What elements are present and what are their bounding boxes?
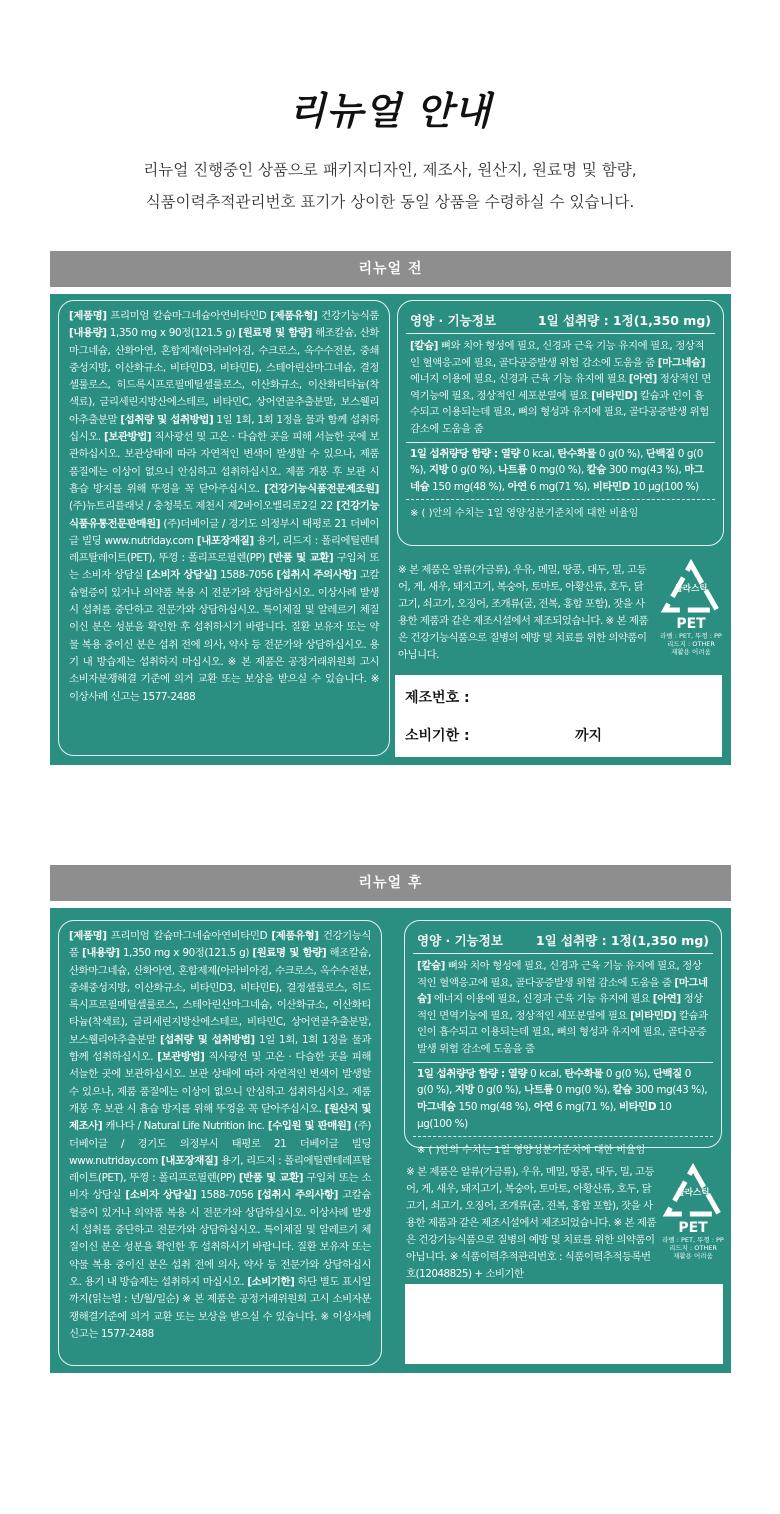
bold-label: [섭취량 및 섭취방법]: [120, 413, 214, 426]
segment-text: 6 mg(71 %),: [526, 481, 593, 494]
bold-label: [건강기능식품유통전문판매원]: [69, 500, 379, 530]
bold-label: [섭취량 및 섭취방법]: [159, 1033, 255, 1046]
segment-text: 해조칼슘, 산화마그네슘, 산화아연, 혼합제제(아라비아검, 수크로스, 옥수수전분, 중쇄중성지방, 이산화규소, 비타민D3, 비타민E), 결정셀룰로스, 히드록시프로필메틸셀룰로스, 스테아린산마그네슘, 이산화규소, 이산화티타늄(착색료), 글리세린지방산에스테르, 비타민C, 상어연골추출분말, 보스웰리아추출분말: [69, 947, 371, 1046]
after-product-info-text: [59, 921, 381, 1350]
bold-label: 탄수화물: [557, 447, 596, 460]
segment-text: (주)더베이글 / 경기도 의정부시 태평로 21 더베이글 빌딩 www.nutriday.com: [69, 1120, 371, 1167]
before-product-info-box: [58, 300, 390, 756]
bold-label: 1일 섭취량당 함량 : 열량: [410, 447, 521, 460]
bold-label: [원료명 및 함량]: [238, 327, 312, 340]
bold-label: [보관방법]: [157, 1051, 205, 1064]
before-nutrition-amounts: [406, 442, 715, 499]
segment-text: 칼슘과 인이 흡수되고 이용되는데 필요, 뼈의 형성과 유지에 필요, 골다공증발생 위험 감소에 도움을 줌: [417, 1009, 708, 1055]
before-nutrition-box: [397, 300, 724, 546]
before-product-info-text: [59, 301, 389, 713]
bold-label: [반품 및 교환]: [238, 1172, 304, 1185]
bold-label: [내용량]: [69, 327, 107, 340]
after-section-bar: 리뉴얼 후: [50, 865, 731, 901]
bold-label: [건강기능식품전문제조원]: [264, 482, 379, 495]
segment-text: 1일 1회, 1회 1정을 물과 함께 섭취하십시오.: [69, 413, 379, 444]
segment-text: 1588-7056: [216, 569, 277, 582]
before-date-box: [395, 675, 722, 757]
bold-label: [마그네슘]: [417, 976, 708, 1006]
segment-text: (주)뉴트리플래닛 / 충청북도 제천시 제2바이오밸리로2길 22: [69, 500, 337, 513]
segment-text: 300 mg(43 %),: [631, 1084, 708, 1097]
after-nutrition-box: [404, 920, 722, 1156]
bold-label: [소비기한]: [247, 1275, 295, 1288]
segment-text: 300 mg(43 %),: [605, 464, 685, 477]
segment-text: 0 g(0 %),: [448, 464, 499, 477]
bold-label: [제품명]: [69, 930, 107, 942]
expiry-label: 소비기한 :: [405, 728, 470, 744]
segment-text: 1,350 mg x 90정(121.5 g): [119, 947, 253, 960]
segment-text: 에너지 이용에 필요, 신경과 근육 기능 유지에 필요: [431, 993, 653, 1006]
mfg-number-label: 제조번호 :: [405, 690, 470, 706]
bold-label: 칼슘: [612, 1084, 632, 1097]
segment-text: 뼈와 치아 형성에 필요, 신경과 근육 기능 유지에 필요, 정상적인 혈액응고에 필요, 골다공증발생 위험 감소에 도움을 줌: [417, 960, 702, 989]
segment-text: 1,350 mg x 90정(121.5 g): [106, 327, 239, 340]
bold-label: [소비자 상담실]: [146, 569, 217, 582]
intro-line-2: 식품이력추적관리번호 표기가 상이한 동일 상품을 수령하실 수 있습니다.: [145, 193, 635, 211]
segment-text: 구입처 또는 소비자 상담실: [69, 552, 379, 582]
segment-text: 프리미엄 칼슘마그네슘아연비타민D: [106, 930, 272, 942]
bold-label: [내포장재질]: [161, 1154, 218, 1167]
bold-label: 비타민D: [592, 481, 630, 494]
bold-label: [아연]: [628, 373, 657, 386]
segment-text: 고칼슘혈증이 있거나 의약품 복용 시 전문가와 상담하십시오. 이상사례 발생 시 섭취를 중단하고 전문가와 상담하십시오. 특이체질 및 알레르기 체질이신 분은 성분을 확인한 후 섭취하시기 바랍니다. 질환 보유자 또는 약물 복용 중이신 분은 섭취 전에 의사, 약사 등 전문가와 상담하십시오. 용기 내 방습제는 섭취하지 마십시오. ※ 본 제품은 공정거래위원회 고시 소비자분쟁해결 기준에 의거 교환 또는 보상을 받으실 수 있습니다. ※ 이상사례 신고는 1577-2488: [69, 569, 379, 703]
after-nutrition-header: [405, 921, 721, 953]
after-nutrition-serving: 1일 섭취량 : 1정(1,350 mg): [535, 933, 709, 948]
segment-text: 정상적인 면역기능에 필요, 정상적인 세포분열에 필요: [417, 993, 703, 1022]
segment-text: 0 mg(0 %),: [553, 1084, 613, 1097]
segment-text: 1588-7056: [196, 1189, 258, 1202]
recycle-detail-3: 재활용 어려움: [673, 1252, 713, 1260]
before-nutrition-functions: [406, 333, 715, 442]
bold-label: 나트륨: [524, 1084, 554, 1097]
segment-text: 0 g(0 %),: [595, 447, 646, 460]
bold-label: 아연: [533, 1101, 554, 1114]
recycle-detail-2: 리드지 : OTHER: [667, 640, 715, 648]
after-allergen-warning: ※ 본 제품은 알류(가금류), 우유, 메밀, 땅콩, 대두, 밀, 고등어, 게, 새우, 돼지고기, 복숭아, 토마토, 아황산류, 호두, 닭고기, 쇠고기, 오징어, 조개류(굴, 전복, 홍합 포함), 잣을 사용한 제품과 같은 제조시설에서 제조되었습니다. ※ 본 제품은 건강기능식품으로 질병의 예방 및 치료를 위한 의약품이 아닙니다. ※ 식품이력추적관리번호 : 식품이력추적등록번호(12048825) + 소비기한: [406, 1166, 656, 1280]
recycle-label: 플라스틱: [676, 1188, 710, 1198]
segment-text: 용기, 리드지 : 폴리에틸렌테레프탈레이트(PET), 뚜껑 : 폴리프로필렌(PP): [69, 1154, 371, 1185]
bold-label: [칼슘]: [417, 960, 445, 972]
bold-label: [섭취시 주의사항]: [257, 1189, 338, 1202]
segment-text: 10 μg(100 %): [629, 481, 699, 494]
bold-label: [내포장재질]: [196, 534, 254, 547]
segment-text: 칼슘과 인이 흡수되고 이용되는데 필요, 뼈의 형성과 유지에 필요, 골다공증발생 위험 감소에 도움을 줌: [410, 389, 709, 435]
before-section-bar: 리뉴얼 전: [50, 251, 731, 287]
after-recycle-mark: [648, 1164, 738, 1260]
recycle-material: PET: [676, 616, 706, 632]
bold-label: 탄수화물: [564, 1067, 603, 1080]
bold-label: 비타민D: [618, 1101, 657, 1114]
recycle-material: PET: [678, 1220, 708, 1236]
before-nutrition-title: 영양 · 기능정보: [410, 313, 496, 328]
bold-label: 아연: [507, 481, 527, 494]
bold-label: 단백질: [645, 447, 675, 460]
expiry-until: 까지: [575, 728, 603, 744]
segment-text: 뼈와 치아 형성에 필요, 신경과 근육 기능 유지에 필요, 정상적인 혈액응고에 필요, 골다공증발생 위험 감소에 도움을 줌: [410, 340, 705, 369]
bold-label: [칼슘]: [410, 340, 438, 352]
before-allergen-warning: ※ 본 제품은 알류(가금류), 우유, 메밀, 땅콩, 대두, 밀, 고등어, 게, 새우, 돼지고기, 복숭아, 토마토, 아황산류, 호두, 닭고기, 쇠고기, 오징어, 조개류(굴, 전복, 홍합 포함), 잣을 사용한 제품과 같은 제조시설에서 제조되었습니다. ※ 본 제품은 건강기능식품으로 질병의 예방 및 치료를 위한 의약품이 아닙니다.: [398, 564, 648, 661]
before-nutrition-note: ※ ( )안의 수치는 1일 영양성분기준치에 대한 비율임: [406, 499, 715, 523]
bold-label: [제품유형]: [270, 310, 318, 322]
recycle-label: 플라스틱: [674, 584, 708, 594]
bold-label: [원료명 및 함량]: [252, 947, 327, 960]
segment-text: 0 mg(0 %),: [527, 464, 587, 477]
before-recycle-mark: [646, 560, 736, 656]
bold-label: [제품명]: [69, 310, 107, 322]
segment-text: 0 g(0 %),: [474, 1084, 525, 1097]
segment-text: 해조칼슘, 산화마그네슘, 산화아연, 혼합제제(아라비아검, 수크로스, 옥수수전분, 중쇄중성지방, 이산화규소, 비타민D3, 비타민E), 스테아린산마그네슘, 결정셀룰로스, 히드록시프로필메틸셀룰로스, 이산화규소, 이산화티타늄(착색료), 글리세린지방산에스테르, 비타민C, 상어연골추출분말, 보스웰리아추출분말: [69, 327, 379, 426]
segment-text: 정상적인 면역기능에 필요, 정상적인 세포분열에 필요: [410, 373, 711, 402]
bold-label: 1일 섭취량당 함량 : 열량: [417, 1067, 528, 1080]
segment-text: 구입처 또는 소비자 상담실: [69, 1172, 371, 1202]
after-nutrition-functions: [413, 953, 713, 1062]
bold-label: 단백질: [652, 1067, 682, 1080]
page-title: 리뉴얼 안내: [288, 89, 492, 133]
bold-label: [마그네슘]: [657, 356, 706, 369]
bold-label: [반품 및 교환]: [268, 552, 334, 565]
bold-label: 지방: [428, 464, 449, 477]
segment-text: 10 μg(100 %): [417, 1101, 672, 1130]
bold-label: 마그네슘: [410, 464, 704, 494]
bold-label: 지방: [454, 1084, 475, 1097]
recycle-detail-1: 라벨 : PET, 뚜껑 : PP: [660, 632, 722, 640]
segment-text: 150 mg(48 %),: [455, 1101, 534, 1114]
bold-label: [내용량]: [81, 947, 120, 960]
segment-text: 150 mg(48 %),: [429, 481, 508, 494]
segment-text: 하단 별도 표시일까지(읽는법 : 년/월/일순) ※ 본 제품은 공정거래위원회 고시 소비자분쟁해결기준에 의거 교환 또는 보상을 받으실 수 있습니다. ※ 이상사례 신고는 1577-2488: [69, 1275, 372, 1340]
bold-label: [아연]: [652, 993, 681, 1006]
before-label-panel: [50, 294, 731, 765]
segment-text: 6 mg(71 %),: [553, 1101, 619, 1114]
intro-line-1: 리뉴얼 진행중인 상품으로 패키지디자인, 제조사, 원산지, 원료명 및 함량,: [143, 161, 637, 179]
before-nutrition-serving: 1일 섭취량 : 1정(1,350 mg): [537, 313, 711, 328]
segment-text: 0 kcal,: [527, 1067, 565, 1080]
mfg-number-row: [395, 679, 722, 717]
bold-label: [비타민D]: [630, 1009, 676, 1022]
segment-text: 에너지 이용에 필요, 신경과 근육 기능 유지에 필요: [410, 373, 629, 386]
segment-text: 1일 1회, 1회 1정을 물과 함께 섭취하십시오.: [69, 1033, 371, 1064]
segment-text: 캐나다 / Natural Life Nutrition Inc.: [102, 1120, 268, 1133]
bold-label: 마그네슘: [417, 1101, 456, 1114]
after-label-panel: [50, 908, 731, 1373]
segment-text: 용기, 리드지 : 폴리에틸렌테레프탈레이트(PET), 뚜껑 : 폴리프로필렌(PP): [69, 534, 380, 565]
segment-text: 0 g(0 %),: [417, 1067, 691, 1097]
before-nutrition-header: [398, 301, 723, 333]
bold-label: [수입원 및 판매원]: [267, 1120, 351, 1133]
expiry-row: [395, 717, 722, 755]
bold-label: [제품유형]: [271, 930, 319, 942]
bold-label: [소비자 상담실]: [125, 1189, 197, 1202]
bold-label: 나트륨: [498, 464, 528, 477]
after-product-info-box: [58, 920, 382, 1366]
segment-text: 프리미엄 칼슘마그네슘아연비타민D: [106, 310, 271, 322]
bold-label: [비타민D]: [591, 389, 638, 402]
segment-text: 고칼슘혈증이 있거나 의약품 복용 시 전문가와 상담하십시오. 이상사례 발생 시 섭취를 중단하고 전문가와 상담하십시오. 특이체질 및 알레르기 체질이신 분은 성분을 확인한 후 섭취하시기 바랍니다. 질환 보유자 또는 약물 복용 중이신 분은 섭취 전에 의사, 약사 등 전문가와 상담하십시오. 용기 내 방습제는 섭취하지 마십시오.: [69, 1189, 371, 1288]
segment-text: 0 g(0 %),: [602, 1067, 653, 1080]
segment-text: 0 g(0 %),: [410, 447, 703, 477]
segment-text: 0 kcal,: [520, 447, 558, 460]
segment-text: 건강기능식품: [317, 310, 379, 322]
segment-text: 직사광선 및 고온 · 다습한 곳을 피해 서늘한 곳에 보관하십시오. 보관 상태에 따라 자연적인 변색이 발생할 수 있으나, 제품 품질에는 이상이 없으니 안심하고 섭취하십시오. 제품 개봉 후 보관 시 흡습 방지를 위해 뚜껑을 꼭 닫아주십시오.: [69, 1051, 371, 1115]
after-nutrition-title: 영양 · 기능정보: [417, 933, 503, 948]
recycle-detail-2: 리드지 : OTHER: [669, 1244, 717, 1252]
segment-text: 건강기능식품: [69, 930, 372, 960]
bold-label: [섭취시 주의사항]: [276, 569, 357, 582]
bold-label: [보관방법]: [104, 431, 152, 444]
segment-text: 직사광선 및 고온 · 다습한 곳을 피해 서늘한 곳에 보관하십시오. 보관상태에 따라 자연적인 변색이 발생할 수 있으나, 제품 품질에는 이상이 없으니 안심하고 섭취하십시오. 제품 개봉 후 보관 시 흡습 방지를 위해 뚜껑을 꼭 닫아주십시오.: [69, 431, 379, 495]
segment-text: (주)더베이글 / 경기도 의정부시 태평로 21 더베이글 빌딩 www.nutriday.com: [69, 517, 379, 547]
bold-label: 칼슘: [586, 464, 606, 477]
after-date-box: [405, 1284, 723, 1364]
bold-label: [원산지 및 제조사]: [69, 1102, 371, 1133]
recycle-detail-3: 재활용 어려움: [671, 648, 711, 656]
after-nutrition-note: ※ ( )안의 수치는 1일 영양성분기준치에 대한 비율임: [413, 1136, 713, 1160]
after-nutrition-amounts: [413, 1062, 713, 1136]
recycle-detail-1: 라벨 : PET, 뚜껑 : PP: [662, 1236, 724, 1244]
